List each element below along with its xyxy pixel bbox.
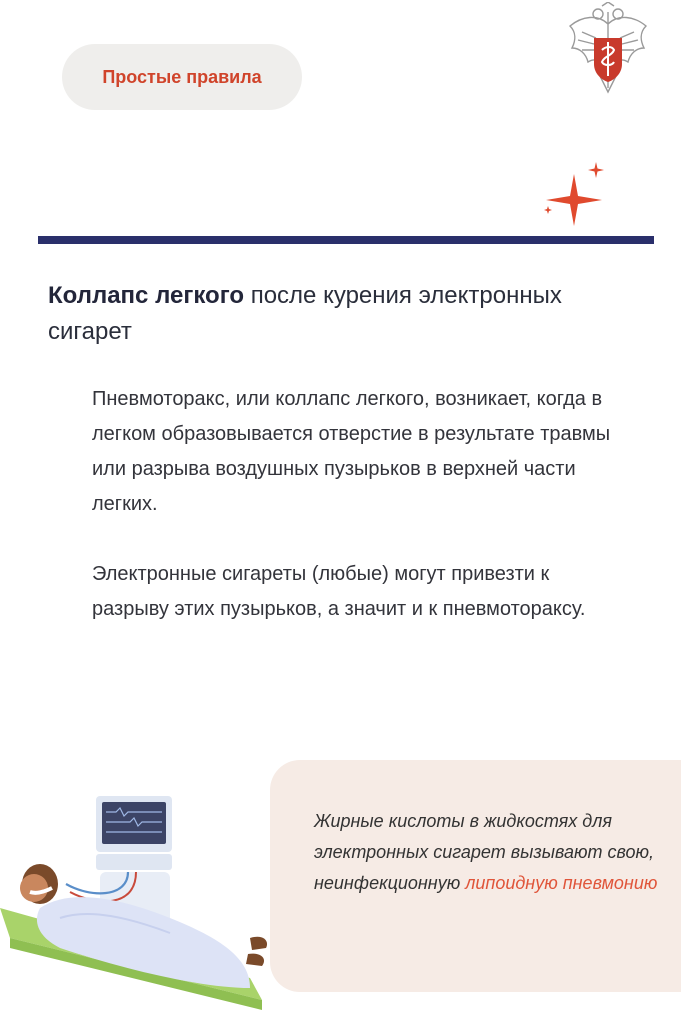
patient-ventilator-illustration (0, 788, 285, 1018)
title-rest: после курения электронных сигарет (48, 282, 562, 345)
divider-line (38, 236, 654, 244)
callout-text-main: Жирные кислоты в жидкостях для электронных сигарет вызывают свою, неинфекционную (314, 811, 655, 893)
tag-label: Простые правила (102, 66, 262, 87)
paragraph-1: Пневмоторакс, или коллапс легкого, возникает, когда в легком образовывается отверстие в результате травмы или разрыва воздушных пузырьков в верхней части легких. (92, 388, 611, 515)
sparkle-icon (538, 160, 612, 226)
page-title (48, 278, 608, 350)
ministry-emblem-icon (562, 2, 654, 98)
callout-highlight: липоидную пневмонию (465, 873, 658, 893)
paragraph-2: Электронные сигареты (любые) могут привезти к разрыву этих пузырьков, а значит и к пневмотораксу. (92, 563, 586, 620)
callout-text (314, 806, 674, 899)
title-bold: Коллапс легкого (48, 282, 245, 309)
tag-pill (62, 44, 302, 110)
article-body (92, 382, 612, 627)
